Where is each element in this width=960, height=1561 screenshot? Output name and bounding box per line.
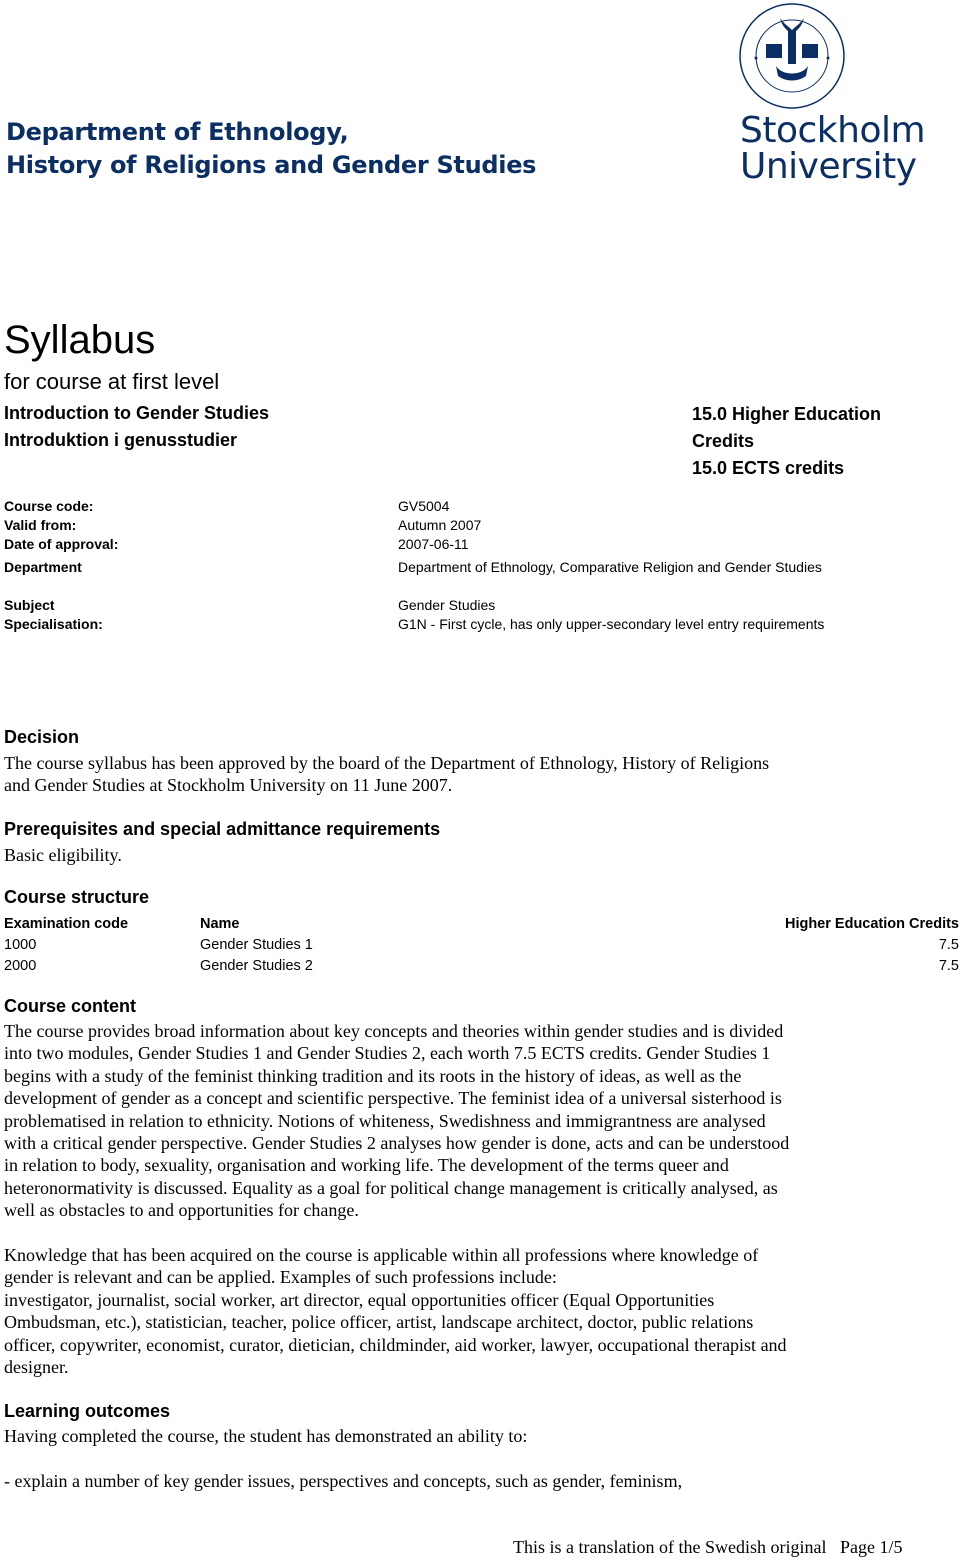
department-logo-text <box>6 116 536 182</box>
course-code-label: Course code: <box>4 498 94 514</box>
valid-from-label: Valid from: <box>4 517 77 533</box>
course-content-paragraph-1 <box>4 1020 949 1222</box>
table-row-code: 1000 <box>4 937 37 953</box>
credits-line2: Credits <box>692 431 755 451</box>
credits-line1: 15.0 Higher Education <box>692 404 882 424</box>
approval-date-label: Date of approval: <box>4 536 119 552</box>
paragraph-line: development of gender as a concept and scientific perspective. The feminist idea of a universal sisterhood is <box>4 1088 782 1109</box>
paragraph-line: gender is relevant and can be applied. Examples of such professions include: <box>4 1267 557 1288</box>
credits-line3: 15.0 ECTS credits <box>692 458 845 478</box>
specialisation-value: G1N - First cycle, has only upper-secondary level entry requirements <box>398 616 825 632</box>
paragraph-line: officer, copywriter, economist, curator, dietician, childminder, aid worker, lawyer, occupational therapist and <box>4 1334 787 1355</box>
decision-text <box>4 752 949 797</box>
department-logo-line2: History of Religions and Gender Studies <box>6 151 537 179</box>
university-seal-icon <box>736 0 848 112</box>
paragraph-line: investigator, journalist, social worker, art director, equal opportunities officer (Equal Opportunities <box>4 1289 715 1310</box>
paragraph-line: problematised in relation to ethnicity. Notions of whiteness, Swedishness and immigrantness are analysed <box>4 1110 766 1131</box>
prerequisites-text: Basic eligibility. <box>4 845 122 865</box>
course-name-swedish: Introduktion i genusstudier <box>4 430 237 450</box>
subject-label: Subject <box>4 597 55 613</box>
page-title: Syllabus <box>4 318 156 362</box>
university-logo-line1: Stockholm <box>740 110 926 151</box>
specialisation-label: Specialisation: <box>4 616 103 632</box>
paragraph-line: into two modules, Gender Studies 1 and Gender Studies 2, each worth 7.5 ECTS credits. Gender Studies 1 <box>4 1043 771 1064</box>
paragraph-line: Ombudsman, etc.), statistician, teacher, police officer, artist, landscape architect, doctor, public relations <box>4 1312 754 1333</box>
learning-outcomes-intro: Having completed the course, the student has demonstrated an ability to: <box>4 1426 528 1446</box>
column-header-credits: Higher Education Credits <box>784 916 959 932</box>
subject-value: Gender Studies <box>398 597 496 613</box>
course-content-paragraph-2 <box>4 1244 949 1378</box>
learning-outcome-item: - explain a number of key gender issues, perspectives and concepts, such as gender, feminism, <box>4 1471 683 1491</box>
course-structure-heading: Course structure <box>4 887 150 907</box>
table-row-code: 2000 <box>4 958 37 974</box>
university-logo-line2: University <box>740 146 917 187</box>
paragraph-line: begins with a study of the feminist thinking tradition and its roots in the history of ideas, as well as the <box>4 1065 742 1086</box>
column-header-examination-code: Examination code <box>4 916 129 932</box>
paragraph-line: Knowledge that has been acquired on the course is applicable within all professions where knowledge of <box>4 1245 759 1265</box>
prerequisites-heading: Prerequisites and special admittance requirements <box>4 819 441 839</box>
table-row-name: Gender Studies 1 <box>200 937 313 953</box>
department-label: Department <box>4 559 82 575</box>
learning-outcomes-heading: Learning outcomes <box>4 1401 171 1421</box>
table-row-name: Gender Studies 2 <box>200 958 313 974</box>
course-name-english: Introduction to Gender Studies <box>4 403 269 423</box>
university-logo-text <box>740 110 926 187</box>
paragraph-line: designer. <box>4 1357 69 1378</box>
table-row-credits: 7.5 <box>938 937 959 953</box>
decision-line: and Gender Studies at Stockholm University on 11 June 2007. <box>4 775 453 796</box>
page-footer <box>513 1536 902 1558</box>
paragraph-line: in relation to body, sexuality, organisation and working life. The development of the terms queer and <box>4 1155 729 1176</box>
column-header-name: Name <box>200 916 240 932</box>
paragraph-line: heteronormativity is discussed. Equality as a goal for political change management is critically analysed, as <box>4 1177 778 1198</box>
page-subtitle: for course at first level <box>4 369 220 394</box>
approval-date-value: 2007-06-11 <box>398 536 469 552</box>
decision-line: The course syllabus has been approved by the board of the Department of Ethnology, History of Religions <box>4 753 770 773</box>
table-row-credits: 7.5 <box>938 958 959 974</box>
valid-from-value: Autumn 2007 <box>398 517 482 533</box>
paragraph-line: The course provides broad information about key concepts and theories within gender studies and is divided <box>4 1021 784 1041</box>
paragraph-line: with a critical gender perspective. Gender Studies 2 analyses how gender is done, acts and can be understood <box>4 1133 790 1154</box>
course-code-value: GV5004 <box>398 498 450 514</box>
department-logo-line1: Department of Ethnology, <box>6 118 349 146</box>
department-value: Department of Ethnology, Comparative Religion and Gender Studies <box>398 559 822 575</box>
course-content-heading: Course content <box>4 996 137 1016</box>
footer-translation-note: This is a translation of the Swedish original <box>513 1537 827 1557</box>
footer-page-number: Page 1/5 <box>839 1537 903 1557</box>
paragraph-line: well as obstacles to and opportunities for change. <box>4 1200 359 1221</box>
decision-heading: Decision <box>4 727 80 747</box>
course-credits <box>692 401 922 482</box>
